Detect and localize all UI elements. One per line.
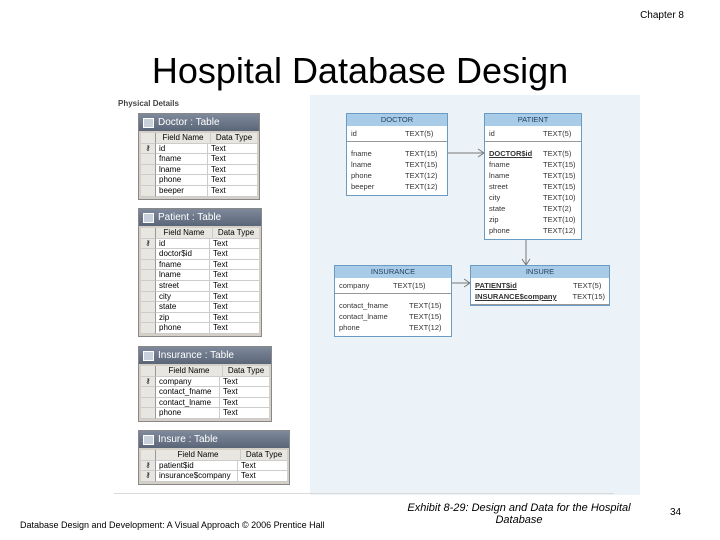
entity-attribute [347, 159, 447, 170]
attribute-type: TEXT(15) [405, 149, 438, 158]
table-icon [143, 118, 154, 128]
entity-attribute [485, 181, 581, 192]
entity-attribute [471, 280, 609, 291]
field-name-cell[interactable]: phone [156, 323, 210, 334]
table-row[interactable] [141, 387, 269, 398]
field-name-cell[interactable]: patient$id [156, 461, 238, 472]
field-name-cell[interactable]: city [156, 292, 210, 303]
attribute-name: state [489, 204, 506, 213]
slide-title: Hospital Database Design [151, 50, 569, 91]
table-row[interactable] [141, 175, 257, 186]
data-type-cell[interactable]: Text [210, 281, 259, 292]
field-name-cell[interactable]: fname [156, 154, 208, 165]
row-selector[interactable] [141, 302, 156, 313]
physical-details-label: Physical Details [118, 99, 179, 108]
table-row[interactable] [141, 398, 269, 409]
attribute-section [335, 294, 451, 336]
field-name-cell[interactable]: contact_fname [156, 387, 220, 398]
patient-table-window[interactable] [138, 208, 262, 337]
attribute-name: DOCTOR$id [489, 149, 533, 158]
insure-table-window[interactable] [138, 430, 290, 485]
table-row[interactable] [141, 281, 259, 292]
attribute-name: beeper [351, 182, 375, 191]
data-type-cell[interactable]: Text [210, 239, 259, 250]
attribute-type: TEXT(12) [405, 182, 438, 191]
table-icon [143, 213, 154, 223]
attribute-type: TEXT(5) [405, 129, 434, 138]
field-name-cell[interactable]: id [156, 144, 208, 155]
row-selector[interactable] [141, 154, 156, 165]
entity-attribute [485, 148, 581, 159]
data-type-cell[interactable]: Text [210, 313, 259, 324]
table-row[interactable] [141, 302, 259, 313]
primary-key-icon[interactable]: ⚷ [141, 461, 156, 472]
attribute-name: lname [489, 171, 510, 180]
exhibit-caption: Exhibit 8-29: Design and Data for the Hospital Database [407, 502, 631, 526]
table-row[interactable] [141, 408, 269, 419]
attribute-name: id [489, 129, 495, 138]
attribute-type: TEXT(10) [543, 215, 576, 224]
row-selector[interactable] [141, 408, 156, 419]
row-selector[interactable] [141, 292, 156, 303]
table-icon [143, 351, 154, 361]
data-type-cell[interactable]: Text [220, 408, 269, 419]
primary-key-section [471, 278, 609, 305]
doctor-table-grid [141, 133, 257, 197]
insurance-table-grid [141, 366, 269, 419]
table-row[interactable] [141, 165, 257, 176]
table-row[interactable] [141, 377, 269, 388]
data-type-cell[interactable]: Text [220, 398, 269, 409]
column-header-data-type: Data Type [241, 450, 287, 461]
data-type-cell[interactable]: Text [210, 302, 259, 313]
field-name-cell[interactable]: beeper [156, 186, 208, 197]
data-type-cell[interactable]: Text [210, 323, 259, 334]
data-type-cell[interactable]: Text [210, 249, 259, 260]
row-selector[interactable] [141, 313, 156, 324]
row-selector [141, 450, 156, 461]
table-row[interactable] [141, 154, 257, 165]
attribute-name: company [339, 281, 370, 290]
data-type-cell[interactable]: Text [208, 144, 257, 155]
row-selector[interactable] [141, 260, 156, 271]
column-header-field-name: Field Name [156, 228, 213, 239]
attribute-type: TEXT(15) [543, 182, 576, 191]
divider-line [114, 493, 614, 494]
attribute-name: PATIENT$id [475, 281, 517, 290]
attribute-type: TEXT(2) [543, 204, 572, 213]
entity-attribute [335, 322, 451, 333]
attribute-type: TEXT(5) [573, 281, 602, 290]
table-row[interactable] [141, 186, 257, 197]
entity-attribute [347, 170, 447, 181]
attribute-name: phone [351, 171, 372, 180]
primary-key-icon[interactable]: ⚷ [141, 144, 156, 155]
data-type-cell[interactable]: Text [210, 292, 259, 303]
insure-table-titlebar[interactable] [139, 431, 289, 448]
field-name-cell[interactable]: phone [156, 175, 208, 186]
entity-attribute [335, 300, 451, 311]
row-selector [141, 228, 156, 239]
attribute-type: TEXT(15) [543, 171, 576, 180]
attribute-name: phone [489, 226, 510, 235]
entity-attribute [347, 148, 447, 159]
primary-key-section [485, 126, 581, 142]
row-selector[interactable] [141, 249, 156, 260]
field-name-cell[interactable]: street [156, 281, 210, 292]
table-row[interactable] [141, 292, 259, 303]
entity-attribute [485, 225, 581, 236]
attribute-name: fname [351, 149, 372, 158]
patient-entity[interactable] [484, 113, 582, 240]
table-header-row [141, 366, 269, 377]
data-type-cell[interactable]: Text [208, 154, 257, 165]
design-diagram [310, 95, 640, 495]
attribute-section [347, 142, 447, 195]
entity-attribute [485, 203, 581, 214]
attribute-section [485, 142, 581, 239]
doctor-table-title: Doctor : Table [158, 117, 220, 128]
column-header-data-type: Data Type [211, 133, 257, 144]
primary-key-section [335, 278, 451, 294]
table-row[interactable] [141, 144, 257, 155]
field-name-cell[interactable]: state [156, 302, 210, 313]
column-header-field-name: Field Name [156, 450, 241, 461]
attribute-type: TEXT(15) [393, 281, 426, 290]
row-selector[interactable] [141, 175, 156, 186]
attribute-name: contact_fname [339, 301, 389, 310]
entity-attribute [485, 192, 581, 203]
column-header-data-type: Data Type [223, 366, 269, 377]
row-selector[interactable] [141, 387, 156, 398]
table-row[interactable] [141, 249, 259, 260]
table-row[interactable] [141, 270, 259, 281]
entity-attribute [347, 181, 447, 192]
attribute-name: phone [339, 323, 360, 332]
data-type-cell[interactable]: Text [210, 260, 259, 271]
insure-table-title: Insure : Table [158, 434, 218, 445]
primary-key-section [347, 126, 447, 142]
data-type-cell[interactable]: Text [208, 175, 257, 186]
attribute-type: TEXT(15) [405, 160, 438, 169]
entity-attribute [335, 280, 451, 291]
entity-attribute [471, 291, 609, 302]
row-selector [141, 133, 156, 144]
row-selector[interactable] [141, 398, 156, 409]
attribute-type: TEXT(12) [405, 171, 438, 180]
field-name-cell[interactable]: fname [156, 260, 210, 271]
data-type-cell[interactable]: Text [238, 461, 287, 472]
doctor-table-titlebar[interactable] [139, 114, 259, 131]
attribute-type: TEXT(12) [543, 226, 576, 235]
entity-attribute [347, 128, 447, 139]
field-name-cell[interactable]: lname [156, 165, 208, 176]
doctor-entity[interactable] [346, 113, 448, 196]
attribute-type: TEXT(15) [543, 160, 576, 169]
column-header-field-name: Field Name [156, 133, 211, 144]
table-row[interactable] [141, 461, 287, 472]
data-type-cell[interactable]: Text [208, 165, 257, 176]
attribute-name: id [351, 129, 357, 138]
entity-attribute [335, 311, 451, 322]
row-selector[interactable] [141, 270, 156, 281]
attribute-name: street [489, 182, 508, 191]
insure-entity[interactable] [470, 265, 610, 306]
doctor-entity-name: DOCTOR [347, 114, 447, 126]
attribute-type: TEXT(5) [543, 149, 572, 158]
table-header-row [141, 228, 259, 239]
insure-table-grid [141, 450, 287, 482]
insurance-table-window[interactable] [138, 346, 272, 422]
insurance-table-titlebar[interactable] [139, 347, 271, 364]
primary-key-icon[interactable]: ⚷ [141, 239, 156, 250]
data-type-cell[interactable]: Text [208, 186, 257, 197]
attribute-name: fname [489, 160, 510, 169]
row-selector[interactable] [141, 281, 156, 292]
attribute-name: lname [351, 160, 372, 169]
doctor-table-window[interactable] [138, 113, 260, 200]
data-type-cell[interactable]: Text [210, 270, 259, 281]
attribute-type: TEXT(12) [409, 323, 442, 332]
entity-attribute [485, 170, 581, 181]
attribute-type: TEXT(5) [543, 129, 572, 138]
patient-table-titlebar[interactable] [139, 209, 261, 226]
row-selector[interactable] [141, 165, 156, 176]
attribute-name: contact_lname [339, 312, 388, 321]
patient-entity-name: PATIENT [485, 114, 581, 126]
table-header-row [141, 133, 257, 144]
table-icon [143, 435, 154, 445]
insure-entity-name: INSURE [471, 266, 609, 278]
insurance-table-title: Insurance : Table [158, 350, 234, 361]
primary-key-icon[interactable]: ⚷ [141, 471, 156, 482]
patient-table-title: Patient : Table [158, 212, 222, 223]
attribute-type: TEXT(10) [543, 193, 576, 202]
table-row[interactable] [141, 239, 259, 250]
data-type-cell[interactable]: Text [220, 377, 269, 388]
field-name-cell[interactable]: company [156, 377, 220, 388]
row-selector[interactable] [141, 186, 156, 197]
footer-credit: Database Design and Development: A Visual Approach © 2006 Prentice Hall [20, 520, 325, 530]
patient-table-grid [141, 228, 259, 334]
attribute-name: INSURANCE$company [475, 292, 557, 301]
page-number: 34 [670, 507, 682, 518]
field-name-cell[interactable]: phone [156, 408, 220, 419]
field-name-cell[interactable]: doctor$id [156, 249, 210, 260]
field-name-cell[interactable]: id [156, 239, 210, 250]
attribute-name: zip [489, 215, 499, 224]
table-row[interactable] [141, 313, 259, 324]
chapter-label: Chapter 8 [640, 10, 684, 21]
entity-attribute [485, 214, 581, 225]
attribute-type: TEXT(15) [572, 292, 605, 301]
table-row[interactable] [141, 323, 259, 334]
field-name-cell[interactable]: insurance$company [156, 471, 238, 482]
data-type-cell[interactable]: Text [238, 471, 287, 482]
row-selector[interactable] [141, 323, 156, 334]
attribute-type: TEXT(15) [409, 312, 442, 321]
insurance-entity-name: INSURANCE [335, 266, 451, 278]
primary-key-icon[interactable]: ⚷ [141, 377, 156, 388]
column-header-data-type: Data Type [213, 228, 259, 239]
attribute-type: TEXT(15) [409, 301, 442, 310]
row-selector [141, 366, 156, 377]
insurance-entity[interactable] [334, 265, 452, 337]
column-header-field-name: Field Name [156, 366, 223, 377]
field-name-cell[interactable]: contact_lname [156, 398, 220, 409]
field-name-cell[interactable]: zip [156, 313, 210, 324]
table-row[interactable] [141, 471, 287, 482]
field-name-cell[interactable]: lname [156, 270, 210, 281]
data-type-cell[interactable]: Text [220, 387, 269, 398]
entity-attribute [485, 159, 581, 170]
table-row[interactable] [141, 260, 259, 271]
table-header-row [141, 450, 287, 461]
entity-attribute [485, 128, 581, 139]
attribute-name: city [489, 193, 501, 202]
